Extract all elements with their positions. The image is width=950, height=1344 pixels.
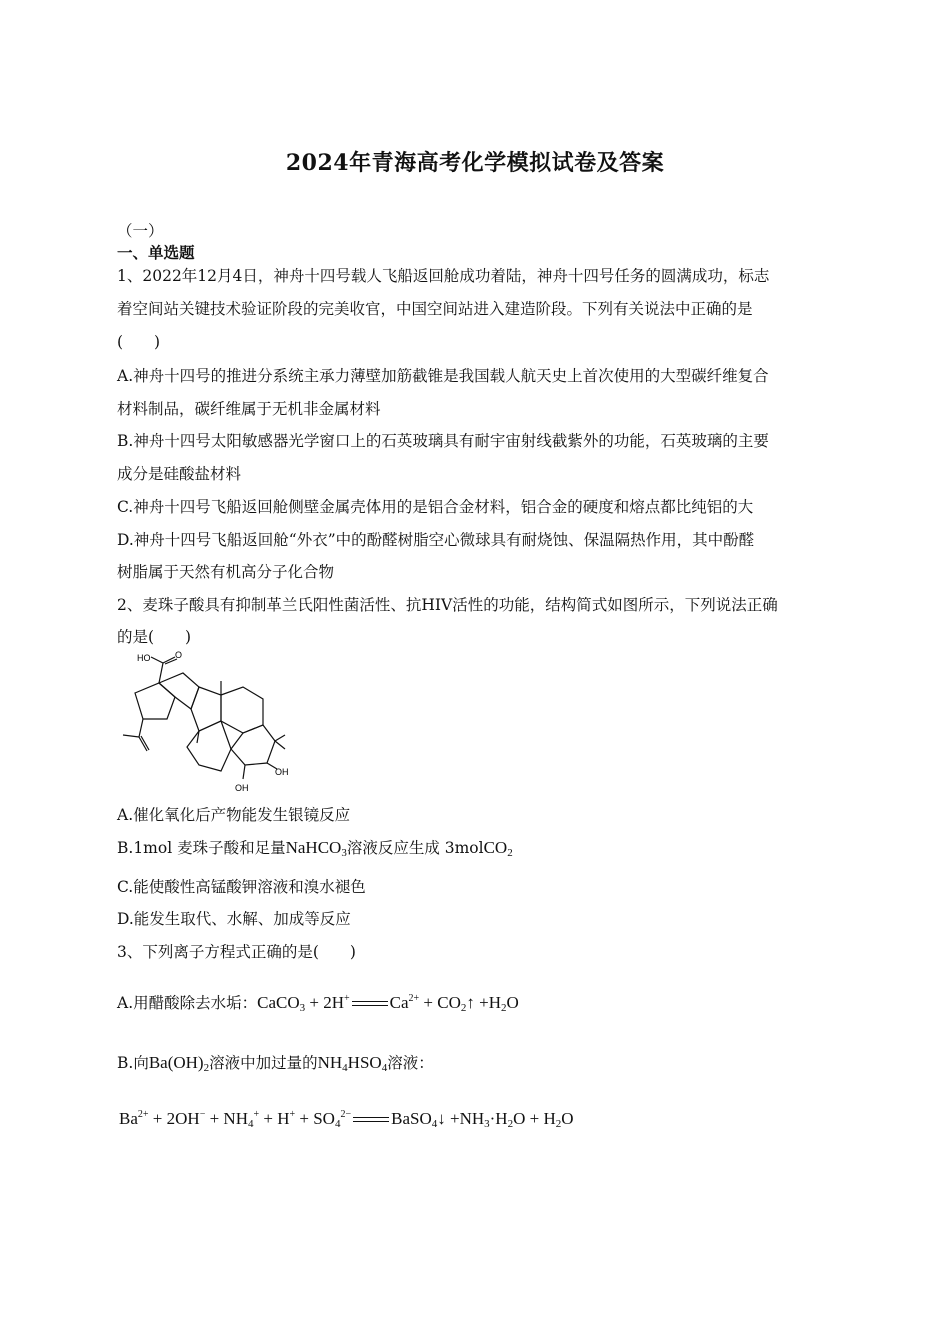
- q1-option-a-line1: A.神舟十四号的推进分系统主承力薄壁加筋截锥是我国载人航天史上首次使用的大型碳纤维复合: [117, 367, 769, 385]
- section-heading: 一、单选题: [117, 243, 195, 262]
- q2-option-b-text-1: B.1mol 麦珠子酸和足量: [117, 839, 286, 857]
- formula-baoh2: $Ba(OH)_2$: [148, 1053, 210, 1074]
- page-title: 2024年青海高考化学模拟试卷及答案: [285, 150, 665, 176]
- part-label: （一）: [117, 222, 164, 240]
- mol-label-oh-1: OH: [275, 767, 289, 777]
- mol-label-ho: HO: [137, 653, 151, 663]
- q3-option-b-text-2: 溶液中加过量的: [209, 1054, 318, 1072]
- equation-b: $Ba^{2+} + 2OH^- + NH_4^+ + H^+ + SO_4^{2-}$ BaSO$_4$↓ $+NH_3\cdot H_2O + H_2O$: [119, 1109, 574, 1130]
- equation-a: CaCO$_3$ + 2H+ $Ca^{2+}$ + $CO_2↑ +H_2O$: [257, 993, 519, 1014]
- q3-option-b: [117, 1053, 434, 1073]
- q1-stem-line2: 着空间站关键技术验证阶段的完美收官，中国空间站进入建造阶段。下列有关说法中正确的是: [117, 300, 753, 318]
- molecular-structure-diagram: [117, 651, 287, 796]
- q2-option-c: C.能使酸性高锰酸钾溶液和溴水褪色: [117, 878, 366, 896]
- q1-stem-line1: 1、2022年12月4日，神舟十四号载人飞船返回舱成功着陆，神舟十四号任务的圆满成功，标志: [117, 267, 770, 285]
- q1-option-a-line2: 材料制品，碳纤维属于无机非金属材料: [117, 400, 381, 418]
- q2-option-d: D.能发生取代、水解、加成等反应: [117, 910, 351, 928]
- q2-option-a: A.催化氧化后产物能发生银镜反应: [117, 806, 351, 824]
- q2-stem-line2: 的是( ): [117, 628, 192, 646]
- q1-stem-line3: ( ): [117, 333, 161, 351]
- q1-option-b-line2: 成分是硅酸盐材料: [117, 465, 242, 483]
- q1-option-c: C.神舟十四号飞船返回舱侧壁金属壳体用的是铝合金材料，铝合金的硬度和熔点都比纯铝的大: [117, 498, 754, 516]
- q1-option-d-line2: 树脂属于天然有机高分子化合物: [117, 563, 335, 581]
- q3-option-b-text-3: 溶液：: [387, 1054, 434, 1072]
- q2-option-b: [117, 838, 513, 858]
- q3-option-a: [117, 993, 519, 1013]
- formula-nh4hso4: $NH_4HSO_4$: [317, 1053, 388, 1074]
- q1-option-d-line1: D.神舟十四号飞船返回舱“外衣”中的酚醛树脂空心微球具有耐烧蚀、保温隔热作用，其中酚醛: [117, 531, 755, 549]
- q3-stem: 3、下列离子方程式正确的是( ): [117, 943, 356, 961]
- q2-option-b-text-2: 溶液反应生成 3mol: [346, 839, 484, 857]
- mol-label-oh-2: OH: [235, 783, 249, 793]
- q3-option-b-text-1: B.向: [117, 1054, 149, 1072]
- q1-option-b-line1: B.神舟十四号太阳敏感器光学窗口上的石英玻璃具有耐宇宙射线截紫外的功能，石英玻璃的主要: [117, 432, 769, 450]
- q2-stem-line1: 2、麦珠子酸具有抑制革兰氏阳性菌活性、抗HIV活性的功能，结构简式如图所示，下列说法正确: [117, 596, 778, 614]
- formula-nahco3: NaHCO$_3$: [285, 838, 347, 859]
- mol-label-o: O: [175, 650, 183, 660]
- formula-co2: $CO_2$: [483, 838, 513, 859]
- q3-option-a-text: A.用醋酸除去水垢：: [117, 994, 258, 1012]
